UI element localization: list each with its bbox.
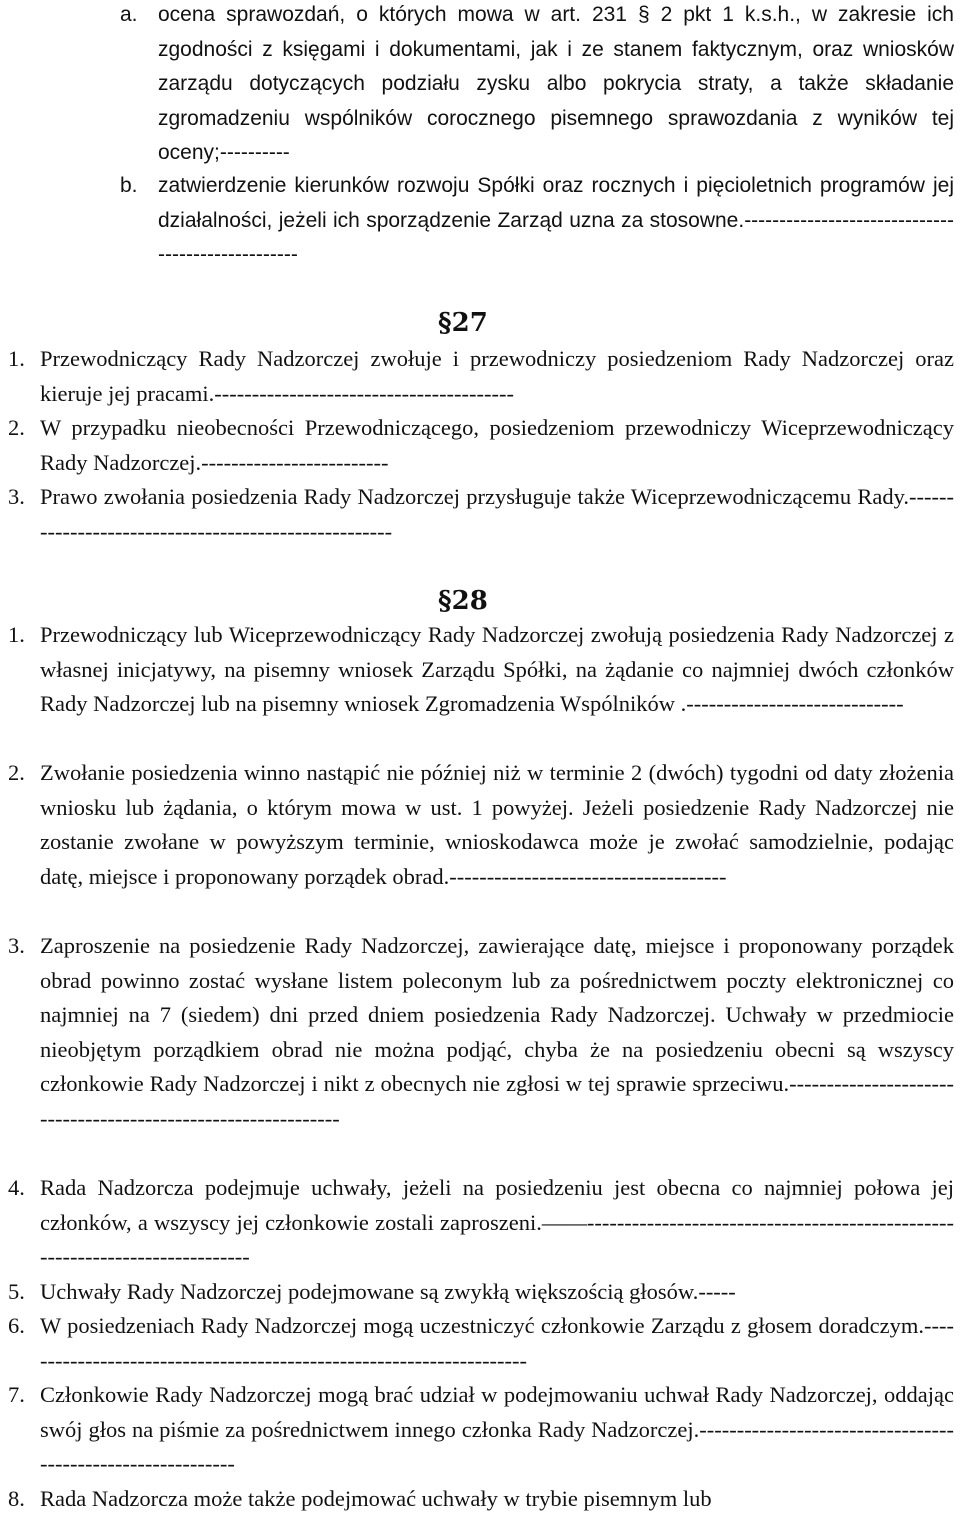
list-item-text: zatwierdzenie kierunków rozwoju Spółki oraz rocznych i pięcioletnich programów jej działalności, jeżeli ich sporządzenie Zarząd uzna za stosowne.-------------------------------------------------- bbox=[158, 174, 954, 266]
list-item-number: 1. bbox=[8, 346, 25, 371]
list-item-number: 4. bbox=[8, 1175, 25, 1200]
list-item-number: 2. bbox=[8, 760, 25, 785]
list-item-number: 3. bbox=[8, 933, 25, 958]
list-item-number: 8. bbox=[8, 1486, 25, 1511]
list-item-text: Przewodniczący lub Wiceprzewodniczący Rady Nadzorczej zwołują posiedzenia Rady Nadzorczej z własnej inicjatywy, na pisemny wniosek Zarządu Spółki, na żądanie co najmniej dwóch członków Rady Nadzorczej lub na pisemny wniosek Zgromadzenia Wspólników .----------------------------- bbox=[40, 622, 954, 716]
list-item-text: Prawo zwołania posiedzenia Rady Nadzorczej przysługuje także Wiceprzewodniczącemu Rady.----------------------------------------------------- bbox=[40, 484, 954, 544]
list-item-28-7 bbox=[8, 1378, 954, 1482]
list-item-text: Rada Nadzorcza podejmuje uchwały, jeżeli na posiedzeniu jest obecna co najmniej połowa jej członków, a wszyscy jej członkowie zostali zaproszeni.——----------------------------------------------------------------------------- bbox=[40, 1175, 954, 1269]
list-item-number: 2. bbox=[8, 415, 25, 440]
section-heading-28 bbox=[438, 586, 488, 616]
list-item-number: 5. bbox=[8, 1279, 25, 1304]
list-item-27-2 bbox=[8, 411, 954, 480]
list-item-28-4 bbox=[8, 1171, 954, 1275]
list-item-b bbox=[120, 169, 954, 273]
list-item-text: Członkowie Rady Nadzorczej mogą brać udział w podejmowaniu uchwał Rady Nadzorczej, oddając swój głos na piśmie za pośrednictwem innego członka Rady Nadzorczej.------------------------------------------------------------ bbox=[40, 1382, 954, 1476]
list-item-number: 3. bbox=[8, 484, 25, 509]
section-heading-text: §27 bbox=[438, 308, 488, 338]
list-item-text: ocena sprawozdań, o których mowa w art. 231 § 2 pkt 1 k.s.h., w zakresie ich zgodności z księgami i dokumentami, jak i ze stanem faktycznym, oraz wniosków zarządu dotyczących podziału zysku albo pokrycia straty, a także składanie zgromadzeniu wspólników corocznego pisemnego sprawozdania z wyników tej oceny;---------- bbox=[158, 3, 954, 164]
list-item-number: 7. bbox=[8, 1382, 25, 1407]
list-item-number: 6. bbox=[8, 1313, 25, 1338]
list-item-27-1 bbox=[8, 342, 954, 411]
list-item-text: W przypadku nieobecności Przewodniczącego, posiedzeniom przewodniczy Wiceprzewodniczący Rady Nadzorczej.------------------------- bbox=[40, 415, 954, 475]
list-item-number: b. bbox=[120, 174, 138, 197]
section-heading-27 bbox=[438, 308, 488, 338]
list-item-28-8 bbox=[8, 1482, 954, 1517]
list-item-28-5 bbox=[8, 1275, 954, 1310]
list-item-28-1 bbox=[8, 618, 954, 722]
list-item-28-2 bbox=[8, 756, 954, 894]
list-item-number: 1. bbox=[8, 622, 25, 647]
list-item-27-3 bbox=[8, 480, 954, 549]
list-item-text: Przewodniczący Rady Nadzorczej zwołuje i przewodniczy posiedzeniom Rady Nadzorczej oraz kieruje jej pracami.---------------------------------------- bbox=[40, 346, 954, 406]
section-heading-text: §28 bbox=[438, 586, 488, 616]
list-item-a bbox=[120, 0, 954, 171]
list-item-text: Zaproszenie na posiedzenie Rady Nadzorczej, zawierające datę, miejsce i proponowany porządek obrad powinno zostać wysłane listem poleconym lub za pośrednictwem poczty elektronicznej co najmniej na 7 (siedem) dni przed dniem posiedzenia Rady Nadzorczej. Uchwały w przedmiocie nieobjętym porządkiem obrad nie można podjąć, chyba że na posiedzeniu obecni są wszyscy członkowie Rady Nadzorczej i nikt z obecnych nie zgłosi w tej sprawie sprzeciwu.-------------------------------------------------------------- bbox=[40, 933, 954, 1131]
list-item-text: W posiedzeniach Rady Nadzorczej mogą uczestniczyć członkowie Zarządu z głosem doradczym.--------------------------------------------------------------------- bbox=[40, 1313, 954, 1373]
list-item-text: Rada Nadzorcza może także podejmować uchwały w trybie pisemnym lub bbox=[40, 1486, 712, 1511]
list-item-text: Uchwały Rady Nadzorczej podejmowane są zwykłą większością głosów.----- bbox=[40, 1279, 736, 1304]
list-item-number: a. bbox=[120, 3, 138, 26]
list-item-text: Zwołanie posiedzenia winno nastąpić nie później niż w terminie 2 (dwóch) tygodni od daty złożenia wniosku lub żądania, o którym mowa w ust. 1 powyżej. Jeżeli posiedzenie Rady Nadzorczej nie zostanie zwołane w powyższym terminie, wnioskodawca może je zwołać samodzielnie, podając datę, miejsce i proponowany porządek obrad.------------------------------------- bbox=[40, 760, 954, 889]
list-item-28-6 bbox=[8, 1309, 954, 1378]
list-item-28-3 bbox=[8, 929, 954, 1136]
